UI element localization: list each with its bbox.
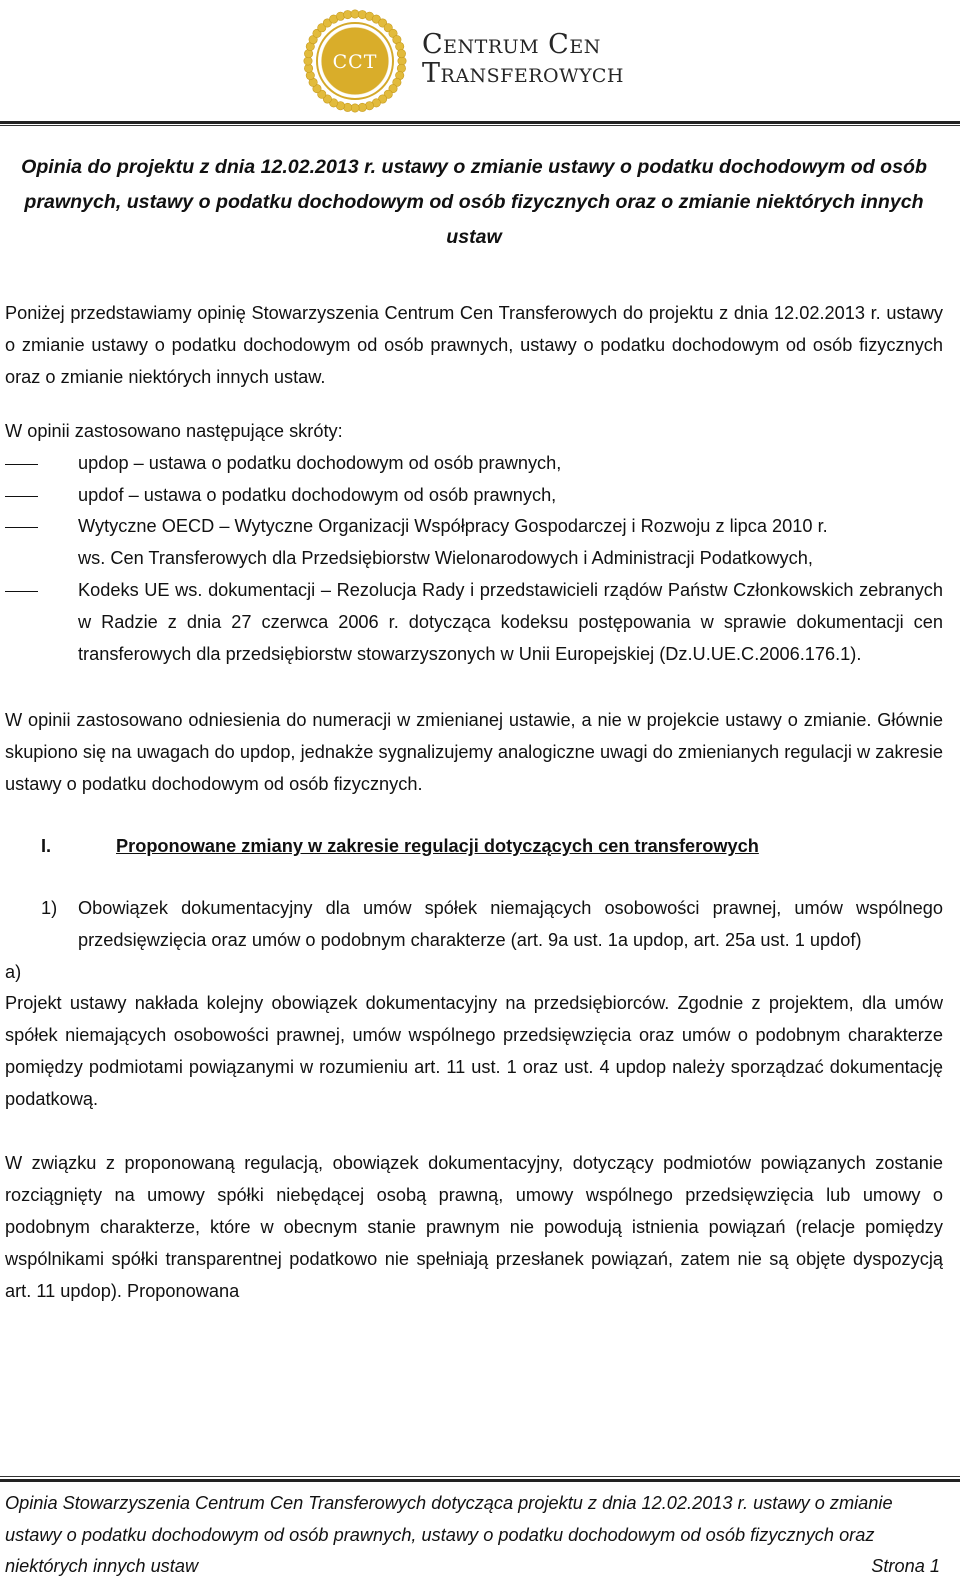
- footer-text: Opinia Stowarzyszenia Centrum Cen Transferowych dotycząca projektu z dnia 12.02.2013 r. ustawy o zmianie ustawy o podatku dochodowym od osób prawnych, ustawy o podatku dochodowym od osób fizycznych oraz niektórych innych ustaw: [5, 1493, 893, 1576]
- seal-dot: [397, 49, 405, 57]
- document-title: Opinia do projektu z dnia 12.02.2013 r. ustawy o zmianie ustawy o podatku dochodowym od osób prawnych, ustawy o podatku dochodowym od osób fizycznych oraz o zmianie niektórych innych ustaw: [21, 156, 927, 248]
- abbr-item-kodeks: Kodeks UE ws. dokumentacji – Rezolucja Rady i przedstawicieli rządów Państw Członkowskich zebranych w Radzie z dnia 27 czerwca 2006 r. dotycząca kodeksu postępowania w sprawie dokumentacji cen transferowych dla przedsiębiorstw stowarzyszonych w Unii Europejskiej (Dz.U.UE.C.2006.176.1).: [5, 575, 943, 671]
- abbr-item-updop: updop – ustawa o podatku dochodowym od osób prawnych,: [5, 448, 943, 480]
- abbreviations-intro: W opinii zastosowano następujące skróty:: [5, 420, 343, 441]
- paragraph-consequence: W związku z proponowaną regulacją, obowiązek dokumentacyjny, dotyczący podmiotów powiązanych zostanie rozciągnięty na umowy spółki niebędącej osobą prawną, umowy wspólnego przedsięwzięcia lub umowy o podobnym charakterze, które w obecnym stanie prawnym nie powodują istnienia powiązań (relacje pomiędzy wspólnikami spółki transparentnej podatkowo nie spełniają przesłanek powiązań, zatem nie są objęte dyspozycją art. 11 updop). Proponowana: [5, 1153, 943, 1301]
- section-number: I.: [41, 835, 52, 856]
- logo-wordmark: [422, 30, 682, 88]
- abbreviations-list: [5, 448, 943, 671]
- subpoint-letter: a): [5, 961, 22, 982]
- numbering-reference-paragraph: W opinii zastosowano odniesienia do numeracji w zmienianej ustawie, a nie w projekcie ustawy o zmianie. Głównie skupiono się na uwagach do updop, jednakże sygnalizujemy analogiczne uwagi do zmienianych regulacji w zakresie ustawy o podatku dochodowym od osób fizycznych.: [5, 709, 943, 794]
- intro-paragraph: Poniżej przedstawiamy opinię Stowarzyszenia Centrum Cen Transferowych do projektu z dnia 12.02.2013 r. ustawy o zmianie ustawy o podatku dochodowym od osób prawnych, ustawy o podatku dochodowym od osób fizycznych oraz o zmianie niektórych innych ustaw.: [5, 303, 943, 387]
- svg-text:CCT: CCT: [332, 51, 378, 73]
- footer-divider: [0, 1479, 960, 1482]
- header-divider-thin: [0, 125, 960, 126]
- section-title: Proponowane zmiany w zakresie regulacji dotyczących cen transferowych: [116, 835, 759, 856]
- cct-seal-logo: [300, 6, 410, 116]
- item-text: Obowiązek dokumentacyjny dla umów spółek niemających osobowości prawnej, umów wspólnego przedsięwzięcia oraz umów o podobnym charakterze (art. 9a ust. 1a updop, art. 25a ust. 1 updof): [78, 897, 943, 950]
- abbr-item-oecd: Wytyczne OECD – Wytyczne Organizacji Współpracy Gospodarczej i Rozwoju z lipca 2010 r.: [5, 511, 943, 543]
- item-number: 1): [41, 897, 58, 918]
- page-footer: [5, 1488, 940, 1583]
- abbr-item-updof: updof – ustawa o podatku dochodowym od osób prawnych,: [5, 480, 943, 512]
- page-number: Strona 1: [871, 1556, 940, 1576]
- paragraph-obligation: Projekt ustawy nakłada kolejny obowiązek dokumentacyjny na przedsiębiorców. Zgodnie z projektem, dla umów spółek niemających osobowości prawnej, umów wspólnego przedsięwzięcia oraz umów o podobnym charakterze pomiędzy podmiotami powiązanymi w rozumieniu art. 11 ust. 1 oraz ust. 4 updop należy sporządzać dokumentację podatkową.: [5, 993, 943, 1110]
- numbered-item-1: [5, 893, 943, 957]
- page-header: [0, 0, 960, 120]
- abbr-item-oecd-cont: ws. Cen Transferowych dla Przedsiębiorstw Wielonarodowych i Administracji Podatkowych,: [78, 548, 813, 569]
- header-divider: [0, 121, 960, 124]
- footer-divider-thin: [0, 1476, 960, 1477]
- section-heading: [5, 831, 943, 863]
- logo-line-1: Centrum Cen: [422, 29, 601, 60]
- logo-line-2: Transferowych: [422, 58, 624, 89]
- document-body: [5, 150, 943, 1308]
